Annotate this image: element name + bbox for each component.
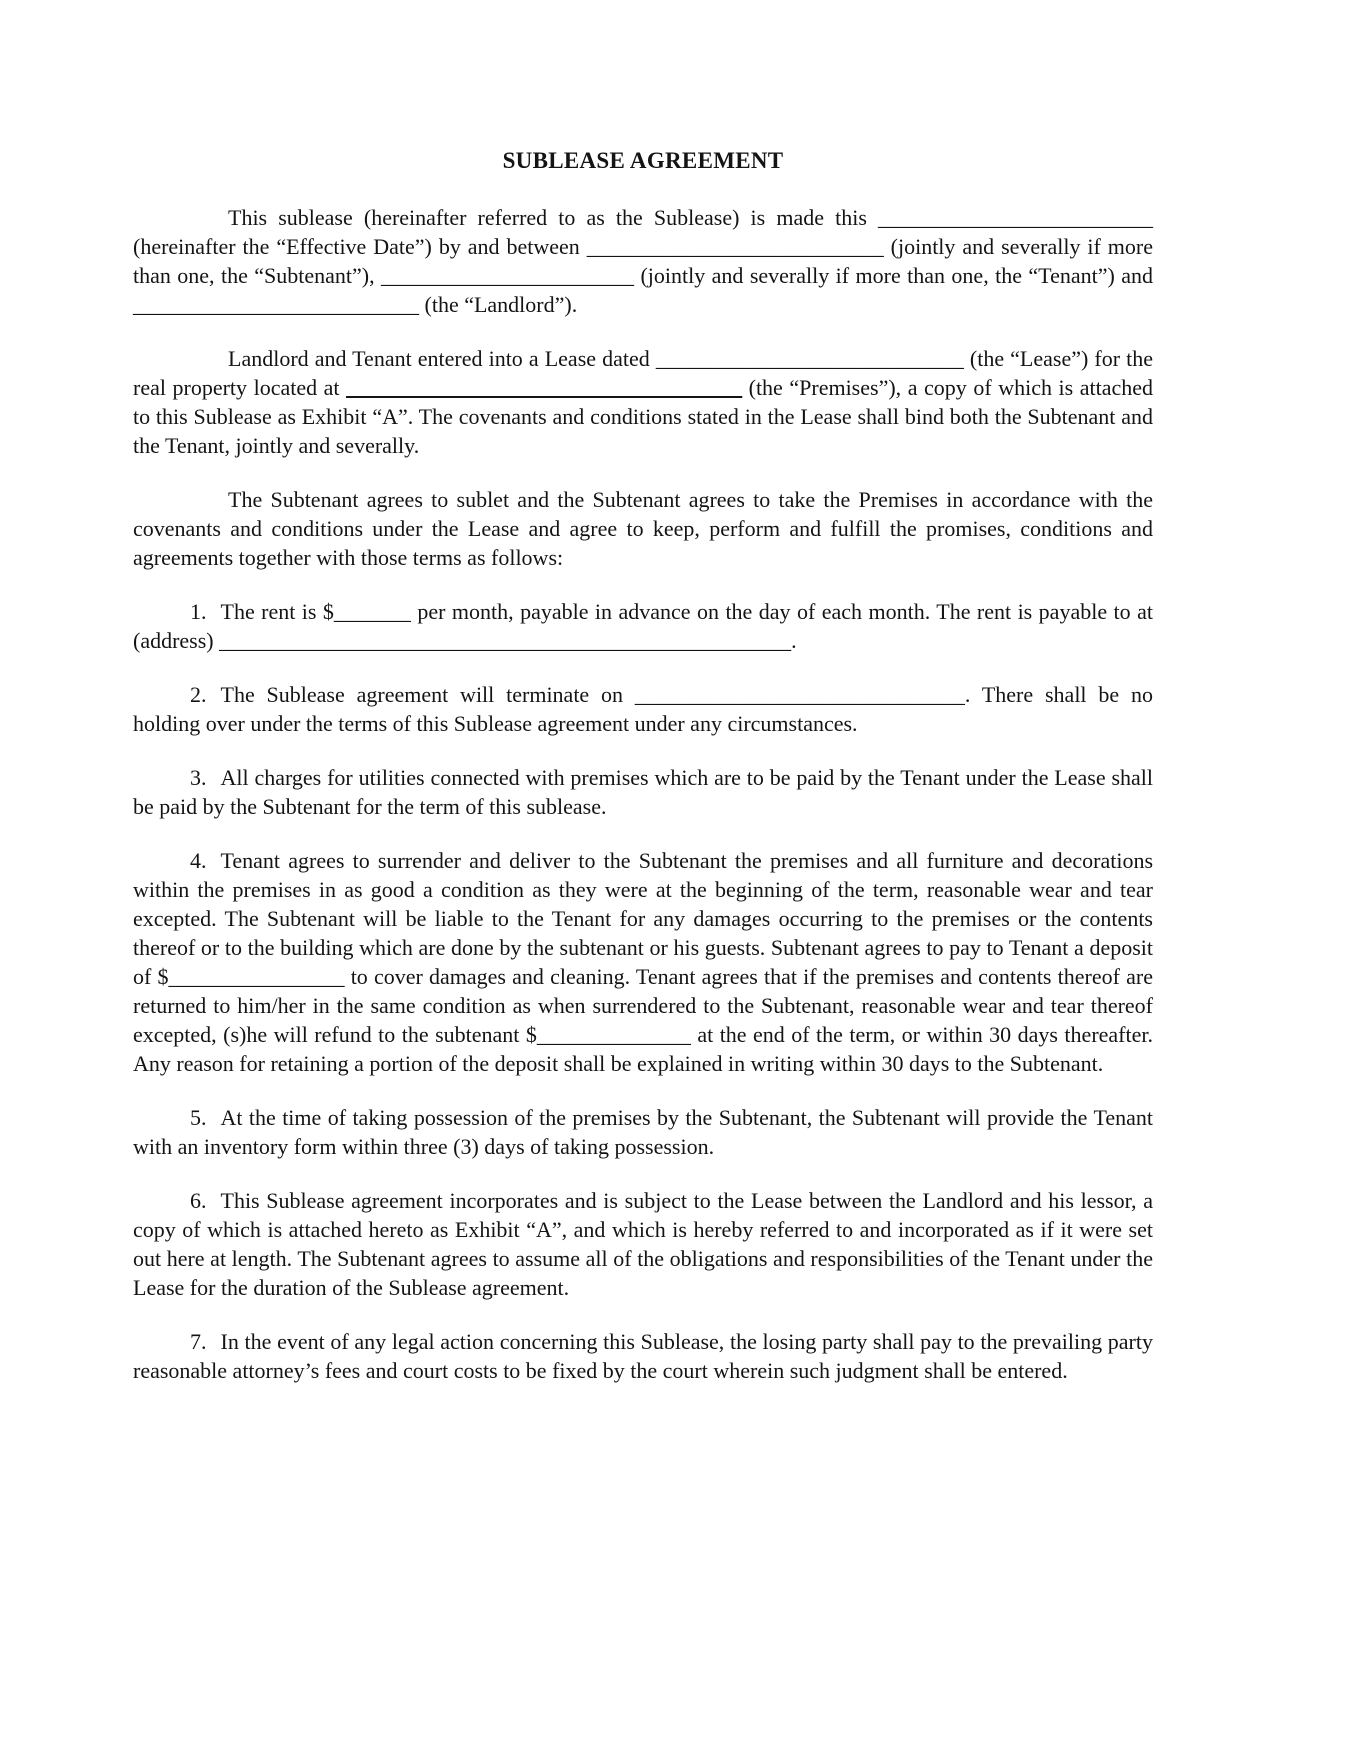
fill-in-blank[interactable]: ____________________________________________________ — [219, 628, 792, 653]
document-title: SUBLEASE AGREEMENT — [502, 148, 784, 173]
list-item-6: 6. This Sublease agreement incorporates and is subject to the Lease between the Landlord and his lessor, a copy of which is attached hereto as Exhibit “A”, and which is hereby referred to and incorporated as if it were set out here at length. The Subtenant agrees to assume all of the obligations and responsibilities of the Tenant under the Lease for the duration of the Sublease agreement. — [133, 1188, 1153, 1300]
list-item-4: 4. Tenant agrees to surrender and deliver to the Subtenant the premises and all furniture and decorations within the premises in as good a condition as they were at the beginning of the term, reasonable wear and tear excepted. The Subtenant will be liable to the Tenant for any damages occurring to the premises or the contents thereof or to the building which are done by the subtenant or his guests. Subtenant agrees to pay to Tenant a deposit of $________________ to cover damages and cleaning. Tenant agrees that if the premises and contents thereof are returned to him/her in the same condition as when surrendered to the Subtenant, reasonable wear and tear thereof excepted, (s)he will refund to the subtenant $______________ at the end of the term, or within 30 days thereafter. Any reason for retaining a portion of the deposit shall be explained in writing within 30 days to the Subtenant. — [133, 848, 1153, 1076]
item-number: 7. — [190, 1329, 207, 1354]
item-number: 3. — [190, 765, 207, 790]
fill-in-blank[interactable]: ______________________________ — [634, 682, 965, 707]
item-number: 6. — [190, 1188, 207, 1213]
fill-in-blank[interactable]: ___________________________ — [586, 234, 884, 259]
fill-in-blank[interactable]: ________________ — [168, 964, 345, 989]
fill-in-blank[interactable]: _______________________ — [381, 263, 635, 288]
paragraph: Landlord and Tenant entered into a Lease dated ____________________________ (the “Lease”) for the real property located at ____________________________________ (the “Premises”), a copy of which is attached to this Sublease as Exhibit “A”. The covenants and conditions stated in the Lease shall bind both the Subtenant and the Tenant, jointly and severally. — [133, 346, 1153, 458]
fill-in-blank[interactable]: _______ — [333, 599, 411, 624]
list-item-5: 5. At the time of taking possession of the premises by the Subtenant, the Subtenant will provide the Tenant with an inventory form within three (3) days of taking possession. — [133, 1105, 1153, 1159]
document-content — [133, 146, 1153, 1410]
paragraph: This sublease (hereinafter referred to as the Sublease) is made this _________________________ (hereinafter the “Effective Date”) by and between ___________________________ (jointly and severally if more than one, the “Subtenant”), _______________________ (jointly and severally if more than one, the “Tenant”) and __________________________ (the “Landlord”). — [133, 205, 1153, 317]
fill-in-blank[interactable]: ____________________________________ — [346, 375, 743, 400]
fill-in-blank[interactable]: ____________________________ — [655, 346, 964, 371]
item-number: 2. — [190, 682, 207, 707]
item-number: 5. — [190, 1105, 207, 1130]
fill-in-blank[interactable]: __________________________ — [133, 292, 419, 317]
item-number: 1. — [190, 599, 207, 624]
document-body — [133, 203, 1153, 1385]
list-item-3: 3. All charges for utilities connected with premises which are to be paid by the Tenant under the Lease shall be paid by the Subtenant for the term of this sublease. — [133, 765, 1153, 819]
list-item-2: 2. The Sublease agreement will terminate on ______________________________. There shall be no holding over under the terms of this Sublease agreement under any circumstances. — [133, 682, 1154, 736]
fill-in-blank[interactable]: _________________________ — [878, 205, 1153, 230]
list-item-7: 7. In the event of any legal action concerning this Sublease, the losing party shall pay to the prevailing party reasonable attorney’s fees and court costs to be fixed by the court wherein such judgment shall be entered. — [133, 1329, 1153, 1383]
fill-in-blank[interactable]: ______________ — [536, 1022, 691, 1047]
list-item-1: 1. The rent is $_______ per month, payable in advance on the day of each month. The rent is payable to at (address) ____________________________________________________. — [133, 599, 1153, 653]
paragraph: The Subtenant agrees to sublet and the Subtenant agrees to take the Premises in accordance with the covenants and conditions under the Lease and agree to keep, perform and fulfill the promises, conditions and agreements together with those terms as follows: — [133, 487, 1153, 570]
item-number: 4. — [190, 848, 207, 873]
